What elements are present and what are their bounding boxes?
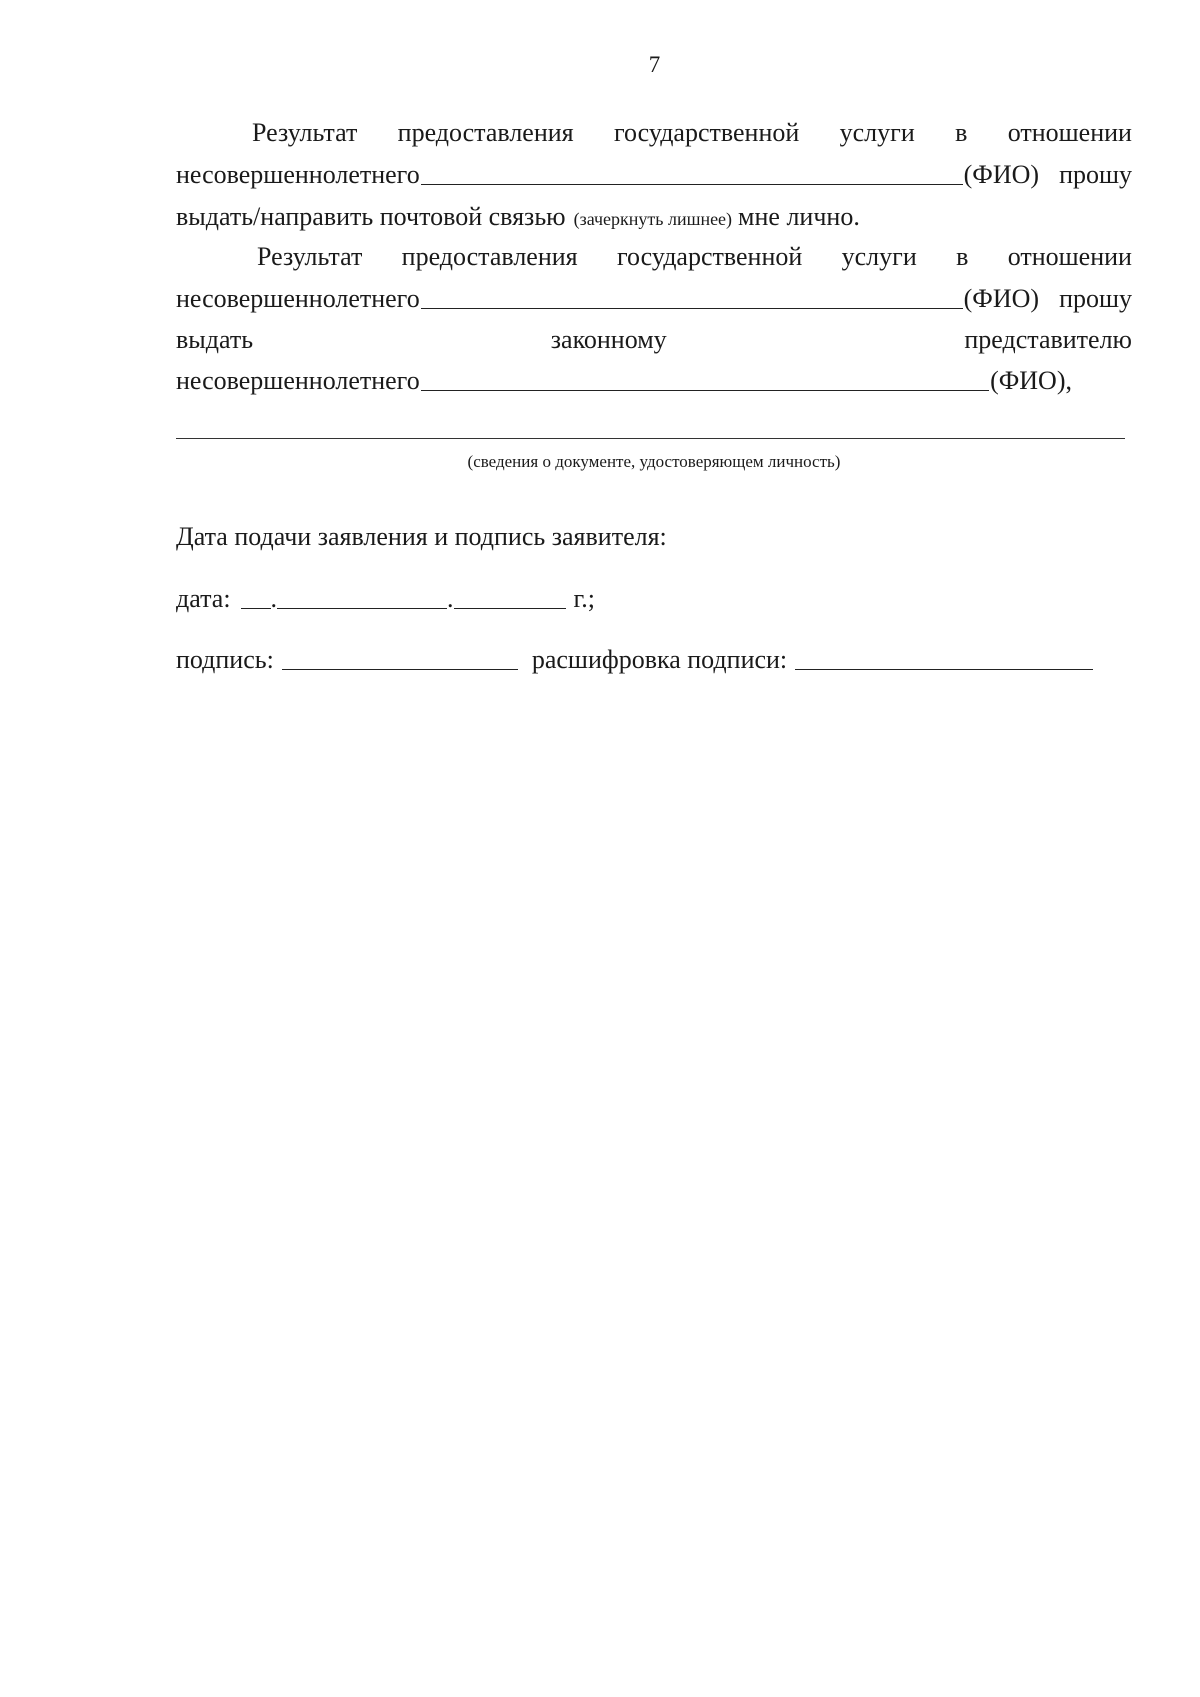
fio-label: (ФИО) <box>963 160 1040 189</box>
minor-label: несовершеннолетнего <box>176 160 420 189</box>
block2-word: государственной <box>616 242 803 271</box>
block2-line4 <box>176 366 1072 396</box>
representative-name-blank[interactable] <box>421 390 989 391</box>
block2-word: предоставления <box>401 242 578 271</box>
id-document-caption: (сведения о документе, удостоверяющем личность) <box>467 452 841 471</box>
request-word: прошу <box>1059 284 1132 313</box>
date-day-blank[interactable] <box>241 608 271 609</box>
minor-label: несовершеннолетнего <box>176 366 420 395</box>
block2-line1 <box>176 242 1132 272</box>
block2-word: услуги <box>841 242 917 271</box>
year-suffix: г.; <box>573 584 596 613</box>
block2-line3 <box>176 325 1132 355</box>
block1-word: услуги <box>839 118 915 147</box>
block1-word: государственной <box>613 118 800 147</box>
date-dot: . <box>447 584 454 613</box>
block2-word: Результат <box>257 242 363 271</box>
fio-label: (ФИО) <box>963 284 1040 313</box>
date-heading: Дата подачи заявления и подпись заявителя: <box>176 522 667 551</box>
fio-label: (ФИО), <box>990 366 1072 395</box>
delivery-text: выдать/направить почтовой связью <box>176 202 566 231</box>
page-number: 7 <box>648 52 661 77</box>
date-year-blank[interactable] <box>454 608 566 609</box>
id-document-blank[interactable] <box>176 438 1125 439</box>
request-word: прошу <box>1059 160 1132 189</box>
date-dot: . <box>270 584 278 613</box>
block2-word: отношении <box>1007 242 1132 271</box>
signature-blank[interactable] <box>282 669 518 670</box>
signature-decode-blank[interactable] <box>795 669 1093 670</box>
block1-line2 <box>176 160 1132 190</box>
block2-line2 <box>176 284 1132 314</box>
block1-word: Результат <box>252 118 358 147</box>
date-label: дата: <box>176 584 231 613</box>
date-month-blank[interactable] <box>277 608 447 609</box>
signature-decode-label: расшифровка подписи: <box>531 645 788 674</box>
block1-line3 <box>176 202 1132 232</box>
block1-word: отношении <box>1007 118 1132 147</box>
strike-note: (зачеркнуть лишнее) <box>573 209 733 229</box>
date-row <box>176 584 1132 614</box>
block1-line1 <box>176 118 1132 148</box>
signature-row <box>176 645 1132 675</box>
block1-word: в <box>955 118 968 147</box>
minor-label: несовершеннолетнего <box>176 284 420 313</box>
issue-word: выдать <box>176 325 254 354</box>
delivery-end: мне лично. <box>738 202 860 231</box>
minor-name-blank[interactable] <box>421 184 963 185</box>
legal-word: законному <box>550 325 667 354</box>
block1-word: предоставления <box>397 118 574 147</box>
block2-word: в <box>956 242 969 271</box>
representative-word: представителю <box>964 325 1132 354</box>
minor-name-blank[interactable] <box>421 308 963 309</box>
signature-label: подпись: <box>176 645 274 674</box>
